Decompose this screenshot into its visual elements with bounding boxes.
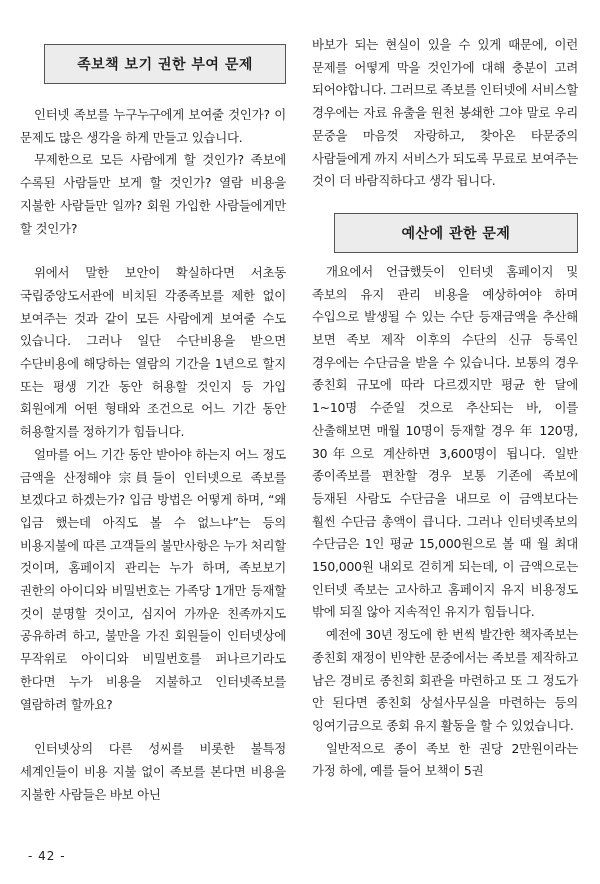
paragraph: 인터넷 족보를 누구누구에게 보여줄 것인가? 이 문제도 많은 생각을 하게 만들고 있습니다.	[20, 107, 286, 145]
section-heading-view-permission: 족보책 보기 권한 부여 문제	[44, 44, 286, 84]
page-number: - 42 -	[28, 849, 66, 863]
paragraph: 일반적으로 종이 족보 한 권당 2만원이라는 가정 하에, 예를 들어 보책이 5권	[312, 740, 578, 779]
paragraph: 바보가 되는 현실이 있을 수 있게 때문에, 이런 문제를 어떻게 막을 것인가에 대해 충분이 고려 되어야합니다. 그러므로 족보를 인터넷에 서비스할 경우에는 자료 유출을 원천 봉쇄한 그야 말로 우리 문중을 마음껏 자랑하고, 찾아온 타문중의 사람들에게 까지 서비스가 되도록 무료로 보여주는 것이 더 바람직하다고 생각 됩니다.	[312, 37, 578, 189]
paragraph: 위에서 말한 보안이 확실하다면 서초동 국립중앙도서관에 비치된 각종족보를 제한 없이 보여주는 것과 같이 모든 사람에게 보여줄 수도 있습니다. 그러나 일단 수단비용을 받으면 수단비용에 해당하는 열람의 기간을 1년으로 할지 또는 평생 기간 동안 허용할 것인지 등 가입 회원에게 어떤 형태와 조건으로 어느 기간 동안 허용할지를 정하기가 힘듭니다.	[20, 265, 286, 440]
paragraph: 얼마를 어느 기간 동안 받아야 하는지 어느 정도 금액을 산정해야 宗員들이 인터넷으로 족보를 보겠다고 하겠는가? 입금 방법은 어떻게 하며, “왜 입금 했는데 아직도 볼 수 없느냐”는 등의 비용지불에 따른 고객들의 불만사항은 누가 처리할 것이며, 홈페이지 관리는 누가 하며, 족보보기 권한의 아이디와 비밀번호는 가족당 1개만 등재할 것이 분명할 것이고, 심지어 가까운 친족까지도 공유하려 하고, 불만을 가진 회원들이 인터넷상에 무작위로 아이디와 비밀번호를 퍼나르기라도 한다면 누가 비용을 지불하고 인터넷족보를 열람하려 할까요?	[20, 446, 286, 712]
paragraph: 인터넷상의 다른 성씨를 비롯한 불특정 세계인들이 비용 지불 없이 족보를 본다면 비용을 지불한 사람들은 바보 아닌	[20, 741, 286, 802]
paragraph: 무제한으로 모든 사람에게 할 것인가? 족보에 수록된 사람들만 보게 할 것인가? 열람 비용을 지불한 사람들만 일까? 회원 가입한 사람들에게만 할 것인가?	[20, 152, 286, 236]
section-heading-budget: 예산에 관한 문제	[334, 213, 578, 253]
paragraph: 예전에 30년 정도에 한 번씩 발간한 책자족보는 종친회 재정이 빈약한 문중에서는 족보를 제작하고 남은 경비로 종친회 회관을 마련하고 또 그 정도가 안 된다면 종친회 상설사무실을 마련하는 등의 잉여기금으로 종회 유지 활동을 할 수 있었습니다.	[312, 627, 578, 733]
left-column	[20, 34, 286, 806]
paragraph: 개요에서 언급했듯이 인터넷 홈페이지 및 족보의 유지 관리 비용을 예상하여야 하며 수입으로 발생될 수 있는 수단 등재금액을 추산해 보면 족보 제작 이후의 수단의 신규 등록인 경우에는 수단금을 받을 수 있습니다. 보통의 경우 종친회 규모에 따라 다르겠지만 평균 한 달에 1~10명 수준일 것으로 추산되는 바, 이를 산출해보면 매월 10명이 등재할 경우 年 120명, 30年으로 계산하면 3,600명이 됩니다. 일반 종이족보를 편찬할 경우 보통 기존에 족보에 등재된 사람도 수단금을 내므로 이 금액보다는 훨씬 수단금 총액이 큽니다. 그러나 인터넷족보의 수단금은 1인 평균 15,000원으로 볼 때 월 최대 150,000원 내외로 걷히게 되는데, 이 금액으로는 인터넷 족보는 고사하고 홈페이지 유지 비용정도 밖에 되질 않아 지속적인 유지가 힘듭니다.	[312, 263, 578, 620]
right-column	[312, 34, 578, 783]
